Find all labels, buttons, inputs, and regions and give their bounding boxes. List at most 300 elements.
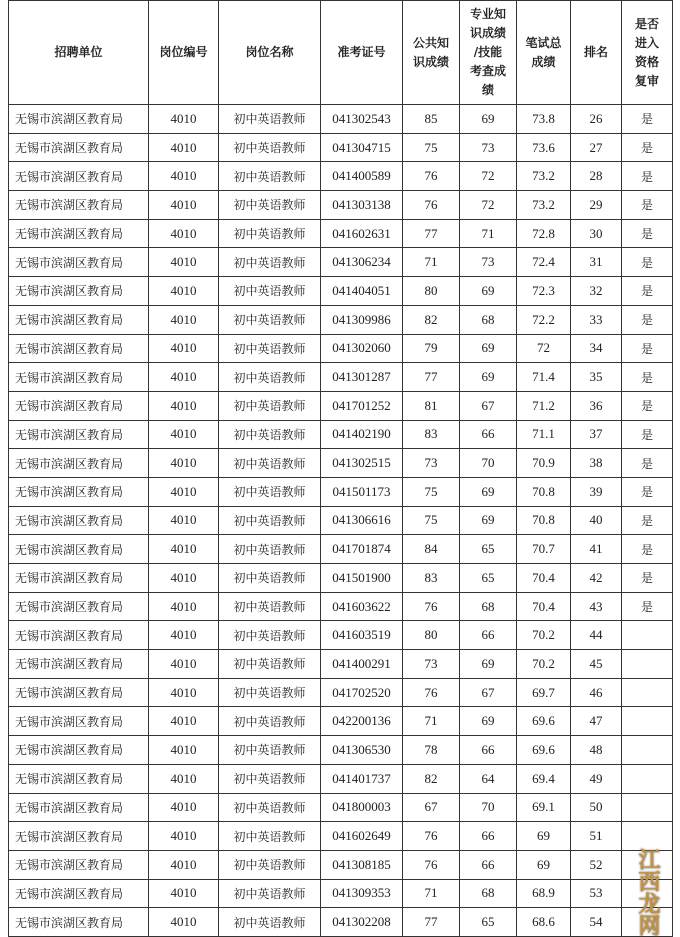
cell-total-score: 72.2 [517,305,571,334]
table-row [9,277,673,306]
header-line: 岗位编号 [159,45,208,59]
table-row [9,678,673,707]
cell-exam-id: 042200136 [321,707,403,736]
cell-exam-id: 041309353 [321,879,403,908]
table-row [9,793,673,822]
cell-public-score: 82 [403,764,460,793]
cell-post-code: 4010 [149,277,219,306]
cell-public-score: 71 [403,879,460,908]
cell-review: 是 [622,592,673,621]
cell-post-code: 4010 [149,105,219,134]
cell-unit: 无锡市滨湖区教育局 [9,564,149,593]
cell-total-score: 73.2 [517,191,571,220]
cell-post-name: 初中英语教师 [219,133,321,162]
cell-public-score: 76 [403,162,460,191]
table-row [9,650,673,679]
cell-exam-id: 041603519 [321,621,403,650]
header-line: 是否 [634,16,659,31]
cell-rank: 45 [571,650,622,679]
table-row [9,191,673,220]
cell-professional-score: 71 [460,219,517,248]
cell-rank: 42 [571,564,622,593]
cell-post-code: 4010 [149,363,219,392]
cell-exam-id: 041303138 [321,191,403,220]
cell-public-score: 75 [403,477,460,506]
cell-professional-score: 67 [460,391,517,420]
cell-professional-score: 68 [460,305,517,334]
cell-review [622,736,673,765]
cell-post-name: 初中英语教师 [219,105,321,134]
cell-professional-score: 67 [460,678,517,707]
cell-post-code: 4010 [149,650,219,679]
cell-total-score: 72.3 [517,277,571,306]
cell-review: 是 [622,105,673,134]
cell-post-code: 4010 [149,219,219,248]
header-line: 绩 [481,83,494,97]
cell-public-score: 77 [403,219,460,248]
cell-professional-score: 69 [460,334,517,363]
cell-rank: 53 [571,879,622,908]
cell-post-code: 4010 [149,592,219,621]
cell-exam-id: 041301287 [321,363,403,392]
cell-review [622,793,673,822]
header-line: 考查成 [469,64,506,78]
cell-exam-id: 041308185 [321,850,403,879]
cell-rank: 52 [571,850,622,879]
cell-post-name: 初中英语教师 [219,564,321,593]
table-row [9,506,673,535]
cell-post-name: 初中英语教师 [219,707,321,736]
cell-professional-score: 69 [460,477,517,506]
cell-post-code: 4010 [149,707,219,736]
cell-rank: 29 [571,191,622,220]
cell-review [622,650,673,679]
cell-exam-id: 041400291 [321,650,403,679]
cell-professional-score: 73 [460,248,517,277]
cell-exam-id: 041501173 [321,477,403,506]
cell-post-name: 初中英语教师 [219,793,321,822]
header-post-code [149,1,219,105]
cell-post-name: 初中英语教师 [219,535,321,564]
cell-professional-score: 69 [460,506,517,535]
cell-public-score: 85 [403,105,460,134]
cell-post-code: 4010 [149,764,219,793]
cell-total-score: 70.8 [517,477,571,506]
table-row [9,564,673,593]
cell-rank: 41 [571,535,622,564]
cell-unit: 无锡市滨湖区教育局 [9,162,149,191]
table-row [9,219,673,248]
cell-rank: 44 [571,621,622,650]
cell-professional-score: 65 [460,564,517,593]
table-row [9,908,673,937]
cell-post-code: 4010 [149,449,219,478]
cell-professional-score: 66 [460,420,517,449]
cell-total-score: 71.4 [517,363,571,392]
cell-review: 是 [622,391,673,420]
cell-review: 是 [622,219,673,248]
cell-public-score: 81 [403,391,460,420]
cell-rank: 32 [571,277,622,306]
cell-unit: 无锡市滨湖区教育局 [9,391,149,420]
cell-rank: 33 [571,305,622,334]
cell-total-score: 70.2 [517,621,571,650]
header-exam-id [321,1,403,105]
cell-review: 是 [622,363,673,392]
cell-rank: 38 [571,449,622,478]
cell-unit: 无锡市滨湖区教育局 [9,822,149,851]
cell-rank: 36 [571,391,622,420]
cell-post-name: 初中英语教师 [219,277,321,306]
header-line: 识成绩 [412,54,449,69]
cell-exam-id: 041602631 [321,219,403,248]
cell-post-name: 初中英语教师 [219,850,321,879]
cell-post-code: 4010 [149,793,219,822]
cell-rank: 39 [571,477,622,506]
cell-post-code: 4010 [149,535,219,564]
cell-post-code: 4010 [149,564,219,593]
cell-unit: 无锡市滨湖区教育局 [9,420,149,449]
cell-post-code: 4010 [149,850,219,879]
cell-total-score: 73.8 [517,105,571,134]
cell-review: 是 [622,420,673,449]
cell-total-score: 73.6 [517,133,571,162]
header-line: 识成绩 [469,26,506,40]
header-line: 公共知 [412,35,449,50]
table-row [9,879,673,908]
header-line: 复审 [634,73,659,88]
cell-post-name: 初中英语教师 [219,391,321,420]
cell-professional-score: 66 [460,736,517,765]
cell-public-score: 73 [403,449,460,478]
table-row [9,420,673,449]
table-row [9,133,673,162]
cell-unit: 无锡市滨湖区教育局 [9,219,149,248]
cell-public-score: 76 [403,592,460,621]
cell-professional-score: 69 [460,650,517,679]
cell-exam-id: 041302515 [321,449,403,478]
cell-exam-id: 041302060 [321,334,403,363]
table-row [9,305,673,334]
table-row [9,334,673,363]
cell-professional-score: 68 [460,879,517,908]
cell-unit: 无锡市滨湖区教育局 [9,678,149,707]
cell-unit: 无锡市滨湖区教育局 [9,305,149,334]
cell-unit: 无锡市滨湖区教育局 [9,707,149,736]
cell-review: 是 [622,305,673,334]
cell-post-code: 4010 [149,506,219,535]
header-total-score [517,1,571,105]
cell-unit: 无锡市滨湖区教育局 [9,334,149,363]
cell-exam-id: 041401737 [321,764,403,793]
cell-exam-id: 041302208 [321,908,403,937]
cell-exam-id: 041603622 [321,592,403,621]
cell-exam-id: 041702520 [321,678,403,707]
cell-total-score: 69.4 [517,764,571,793]
cell-review: 是 [622,277,673,306]
cell-exam-id: 041306234 [321,248,403,277]
cell-rank: 50 [571,793,622,822]
table-row [9,162,673,191]
cell-post-name: 初中英语教师 [219,420,321,449]
cell-rank: 54 [571,908,622,937]
header-row [9,1,673,105]
table-row [9,764,673,793]
table-row [9,621,673,650]
cell-public-score: 78 [403,736,460,765]
cell-total-score: 70.4 [517,564,571,593]
cell-public-score: 71 [403,707,460,736]
cell-total-score: 70.4 [517,592,571,621]
cell-public-score: 76 [403,822,460,851]
cell-post-code: 4010 [149,305,219,334]
table-row [9,707,673,736]
cell-public-score: 76 [403,191,460,220]
cell-professional-score: 65 [460,535,517,564]
cell-total-score: 69.7 [517,678,571,707]
cell-post-code: 4010 [149,191,219,220]
header-unit [9,1,149,105]
cell-review: 是 [622,133,673,162]
table-row [9,822,673,851]
cell-public-score: 75 [403,133,460,162]
cell-post-name: 初中英语教师 [219,678,321,707]
cell-review: 是 [622,564,673,593]
cell-exam-id: 041701874 [321,535,403,564]
cell-total-score: 73.2 [517,162,571,191]
cell-rank: 26 [571,105,622,134]
cell-post-name: 初中英语教师 [219,477,321,506]
header-line: 岗位名称 [245,45,294,59]
cell-post-name: 初中英语教师 [219,305,321,334]
cell-post-name: 初中英语教师 [219,248,321,277]
cell-post-name: 初中英语教师 [219,162,321,191]
cell-public-score: 80 [403,621,460,650]
cell-total-score: 68.9 [517,879,571,908]
watermark-logo: 江西龙网 [635,848,660,936]
table-row [9,592,673,621]
cell-rank: 51 [571,822,622,851]
cell-public-score: 75 [403,506,460,535]
cell-exam-id: 041302543 [321,105,403,134]
cell-total-score: 69 [517,850,571,879]
cell-professional-score: 73 [460,133,517,162]
cell-post-name: 初中英语教师 [219,764,321,793]
cell-total-score: 70.2 [517,650,571,679]
cell-exam-id: 041306616 [321,506,403,535]
cell-exam-id: 041800003 [321,793,403,822]
cell-review [622,764,673,793]
header-public-score [403,1,460,105]
header-line: 排名 [583,45,608,59]
cell-post-code: 4010 [149,477,219,506]
cell-unit: 无锡市滨湖区教育局 [9,621,149,650]
cell-post-name: 初中英语教师 [219,879,321,908]
header-review [622,1,673,105]
cell-review [622,707,673,736]
header-line: 资格 [634,54,659,69]
header-text: 笔试总成绩 [525,35,562,69]
cell-post-name: 初中英语教师 [219,363,321,392]
cell-exam-id: 041501900 [321,564,403,593]
cell-professional-score: 64 [460,764,517,793]
cell-post-code: 4010 [149,908,219,937]
cell-post-code: 4010 [149,621,219,650]
cell-unit: 无锡市滨湖区教育局 [9,764,149,793]
header-rank [571,1,622,105]
cell-unit: 无锡市滨湖区教育局 [9,850,149,879]
header-line: /技能 [473,45,503,59]
cell-post-name: 初中英语教师 [219,191,321,220]
cell-exam-id: 041404051 [321,277,403,306]
cell-review: 是 [622,248,673,277]
cell-unit: 无锡市滨湖区教育局 [9,449,149,478]
table-row [9,363,673,392]
cell-professional-score: 66 [460,621,517,650]
cell-total-score: 70.9 [517,449,571,478]
cell-review: 是 [622,477,673,506]
table-row [9,248,673,277]
cell-public-score: 77 [403,908,460,937]
cell-review [622,822,673,851]
cell-review [622,678,673,707]
cell-total-score: 72.4 [517,248,571,277]
cell-professional-score: 68 [460,592,517,621]
cell-review: 是 [622,506,673,535]
cell-exam-id: 041602649 [321,822,403,851]
cell-public-score: 77 [403,363,460,392]
cell-professional-score: 69 [460,363,517,392]
header-line: 准考证号 [337,45,386,59]
cell-rank: 31 [571,248,622,277]
cell-exam-id: 041309986 [321,305,403,334]
cell-rank: 28 [571,162,622,191]
cell-public-score: 80 [403,277,460,306]
cell-professional-score: 66 [460,850,517,879]
cell-professional-score: 72 [460,162,517,191]
cell-post-code: 4010 [149,133,219,162]
table-row [9,105,673,134]
cell-rank: 37 [571,420,622,449]
cell-public-score: 76 [403,850,460,879]
table-row [9,736,673,765]
cell-total-score: 71.1 [517,420,571,449]
cell-post-name: 初中英语教师 [219,334,321,363]
cell-post-name: 初中英语教师 [219,822,321,851]
header-professional-score [460,1,517,105]
cell-unit: 无锡市滨湖区教育局 [9,736,149,765]
header-line: 专业知 [469,7,506,21]
cell-unit: 无锡市滨湖区教育局 [9,908,149,937]
cell-post-name: 初中英语教师 [219,506,321,535]
cell-unit: 无锡市滨湖区教育局 [9,650,149,679]
cell-total-score: 71.2 [517,391,571,420]
cell-rank: 47 [571,707,622,736]
cell-post-code: 4010 [149,334,219,363]
cell-total-score: 69 [517,822,571,851]
cell-post-name: 初中英语教师 [219,736,321,765]
cell-exam-id: 041701252 [321,391,403,420]
header-line: 进入 [634,35,659,50]
cell-review: 是 [622,162,673,191]
cell-unit: 无锡市滨湖区教育局 [9,879,149,908]
cell-post-name: 初中英语教师 [219,219,321,248]
cell-post-code: 4010 [149,162,219,191]
cell-review: 是 [622,535,673,564]
cell-total-score: 72.8 [517,219,571,248]
cell-unit: 无锡市滨湖区教育局 [9,535,149,564]
cell-public-score: 83 [403,564,460,593]
table-row [9,391,673,420]
cell-rank: 48 [571,736,622,765]
cell-post-code: 4010 [149,822,219,851]
cell-total-score: 70.8 [517,506,571,535]
cell-public-score: 67 [403,793,460,822]
table-row [9,850,673,879]
cell-public-score: 71 [403,248,460,277]
cell-review: 是 [622,449,673,478]
cell-post-code: 4010 [149,678,219,707]
cell-post-name: 初中英语教师 [219,449,321,478]
cell-post-code: 4010 [149,248,219,277]
cell-exam-id: 041306530 [321,736,403,765]
cell-unit: 无锡市滨湖区教育局 [9,248,149,277]
cell-rank: 34 [571,334,622,363]
cell-review: 是 [622,334,673,363]
cell-unit: 无锡市滨湖区教育局 [9,506,149,535]
cell-unit: 无锡市滨湖区教育局 [9,133,149,162]
cell-total-score: 68.6 [517,908,571,937]
cell-post-name: 初中英语教师 [219,908,321,937]
cell-professional-score: 69 [460,277,517,306]
cell-review [622,621,673,650]
cell-public-score: 73 [403,650,460,679]
cell-rank: 40 [571,506,622,535]
cell-rank: 46 [571,678,622,707]
cell-rank: 35 [571,363,622,392]
header-line: 招聘单位 [54,45,103,59]
table-row [9,449,673,478]
cell-unit: 无锡市滨湖区教育局 [9,277,149,306]
cell-total-score: 72 [517,334,571,363]
cell-post-code: 4010 [149,391,219,420]
cell-exam-id: 041400589 [321,162,403,191]
cell-post-name: 初中英语教师 [219,621,321,650]
cell-post-name: 初中英语教师 [219,592,321,621]
cell-public-score: 84 [403,535,460,564]
cell-professional-score: 69 [460,105,517,134]
header-post-name [219,1,321,105]
cell-professional-score: 72 [460,191,517,220]
cell-exam-id: 041402190 [321,420,403,449]
cell-review: 是 [622,191,673,220]
cell-post-name: 初中英语教师 [219,650,321,679]
table-row [9,535,673,564]
cell-post-code: 4010 [149,879,219,908]
cell-public-score: 76 [403,678,460,707]
cell-professional-score: 69 [460,707,517,736]
cell-professional-score: 65 [460,908,517,937]
cell-unit: 无锡市滨湖区教育局 [9,592,149,621]
cell-total-score: 69.1 [517,793,571,822]
cell-exam-id: 041304715 [321,133,403,162]
cell-public-score: 82 [403,305,460,334]
cell-public-score: 79 [403,334,460,363]
cell-professional-score: 66 [460,822,517,851]
cell-professional-score: 70 [460,449,517,478]
cell-rank: 27 [571,133,622,162]
cell-unit: 无锡市滨湖区教育局 [9,191,149,220]
